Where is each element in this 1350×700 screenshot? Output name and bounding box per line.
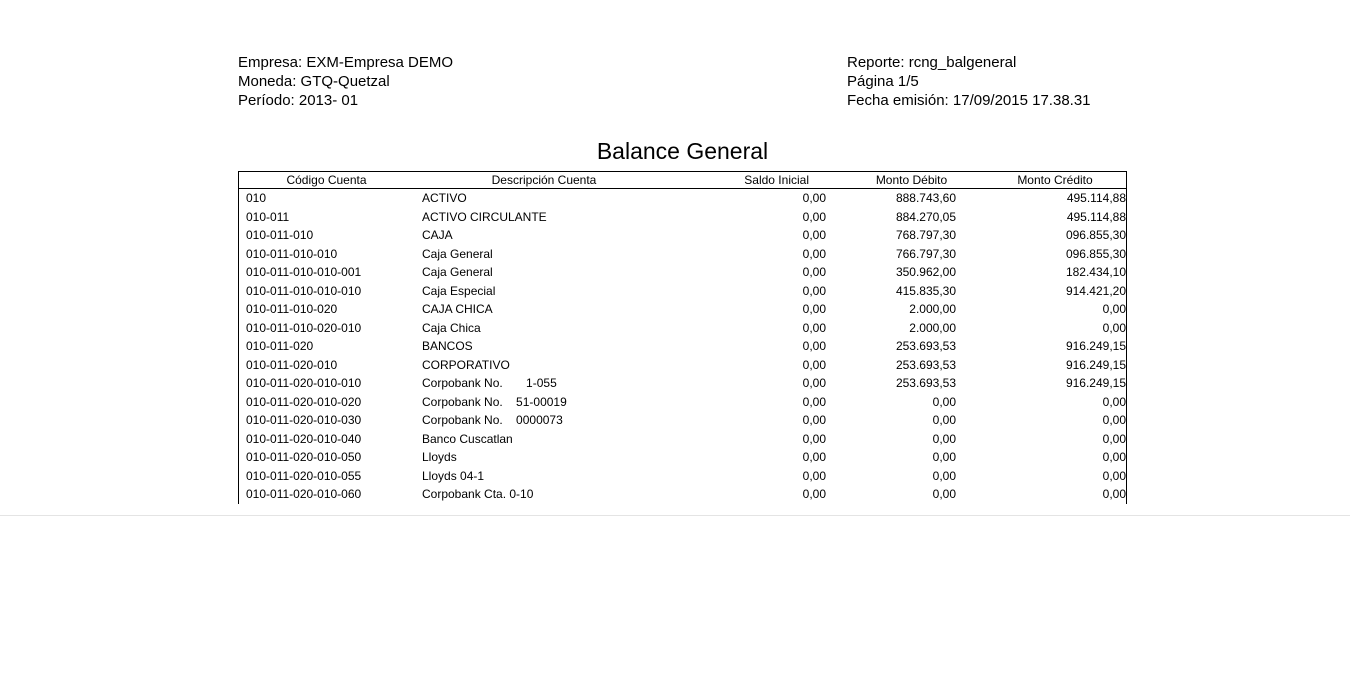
debit-cell: 0,00 — [932, 431, 956, 446]
table-row — [239, 411, 1126, 430]
credit-cell: 0,00 — [1102, 487, 1126, 501]
debit-cell: 768.797,30 — [895, 228, 956, 242]
account-description-cell: Lloyds — [422, 450, 457, 464]
account-description-cell: Caja Especial — [422, 283, 496, 298]
account-code-cell: 010-011-020 — [246, 339, 314, 353]
table-row — [239, 337, 1126, 356]
table-row — [239, 300, 1126, 319]
debit-cell: 253.693,53 — [895, 376, 956, 390]
account-description-cell: Corpobank No. 0000073 — [422, 413, 563, 427]
account-code-cell: 010-011-020-010-055 — [246, 468, 362, 483]
debit-cell: 884.270,05 — [895, 209, 956, 224]
table-row — [239, 356, 1126, 375]
table-row — [239, 430, 1126, 449]
account-code-cell: 010-011-010-010 — [246, 246, 338, 261]
account-code-cell: 010-011-010-010-001 — [246, 265, 362, 279]
account-description-cell: Corpobank No. 51-00019 — [422, 394, 567, 409]
table-row — [239, 485, 1126, 504]
account-code-cell: 010 — [246, 191, 267, 205]
account-code-cell: 010-011-020-010-050 — [246, 450, 362, 464]
credit-cell: 495.114,88 — [1066, 191, 1126, 205]
debit-cell: 888.743,60 — [895, 191, 956, 205]
report-header-left — [238, 53, 453, 110]
currency-label: Moneda: GTQ-Quetzal — [238, 73, 390, 90]
company-label: Empresa: EXM-Empresa DEMO — [238, 54, 454, 71]
initial-balance-cell: 0,00 — [802, 283, 826, 298]
initial-balance-cell: 0,00 — [802, 302, 826, 316]
account-code-cell: 010-011-020-010 — [246, 357, 338, 372]
initial-balance-cell: 0,00 — [802, 468, 826, 483]
account-code-cell: 010-011-010-020-010 — [246, 320, 362, 335]
account-description-cell: BANCOS — [422, 339, 473, 353]
table-row — [239, 245, 1126, 264]
initial-balance-cell: 0,00 — [802, 357, 826, 372]
table-row — [239, 393, 1126, 412]
report-title: Balance General — [596, 138, 769, 164]
debit-cell: 415.835,30 — [895, 283, 956, 298]
column-header-initial-balance: Saldo Inicial — [744, 173, 809, 187]
debit-cell: 2.000,00 — [909, 320, 956, 335]
debit-cell: 253.693,53 — [895, 339, 956, 353]
account-code-cell: 010-011-020-010-060 — [246, 487, 362, 501]
account-description-cell: Banco Cuscatlan — [422, 431, 513, 446]
credit-cell: 0,00 — [1102, 302, 1126, 316]
balance-table — [238, 171, 1127, 504]
initial-balance-cell: 0,00 — [802, 376, 826, 390]
credit-cell: 916.249,15 — [1065, 357, 1126, 372]
debit-cell: 0,00 — [932, 394, 956, 409]
credit-cell: 096.855,30 — [1065, 228, 1126, 242]
credit-cell: 495.114,88 — [1066, 209, 1126, 224]
account-description-cell: CAJA — [422, 228, 453, 242]
initial-balance-cell: 0,00 — [802, 450, 826, 464]
initial-balance-cell: 0,00 — [802, 320, 826, 335]
period-label: Período: 2013- 01 — [238, 92, 359, 109]
debit-cell: 0,00 — [932, 468, 956, 483]
account-code-cell: 010-011-010 — [246, 228, 314, 242]
credit-cell: 182.434,10 — [1065, 265, 1126, 279]
account-code-cell: 010-011-020-010-040 — [246, 431, 362, 446]
credit-cell: 914.421,20 — [1065, 283, 1126, 298]
initial-balance-cell: 0,00 — [802, 487, 826, 501]
column-header-account-description: Descripción Cuenta — [491, 173, 597, 187]
credit-cell: 096.855,30 — [1065, 246, 1126, 261]
account-code-cell: 010-011-020-010-010 — [246, 376, 362, 390]
table-row — [239, 189, 1126, 208]
table-header — [239, 172, 1126, 189]
account-code-cell: 010-011-010-010-010 — [246, 283, 362, 298]
report-id-label: Reporte: rcng_balgeneral — [847, 54, 1017, 71]
column-header-debit: Monto Débito — [875, 173, 948, 187]
account-description-cell: Caja Chica — [422, 320, 481, 335]
initial-balance-cell: 0,00 — [802, 228, 826, 242]
initial-balance-cell: 0,00 — [802, 265, 826, 279]
debit-cell: 766.797,30 — [895, 246, 956, 261]
issue-date-label: Fecha emisión: 17/09/2015 17.38.31 — [847, 92, 1091, 109]
debit-cell: 0,00 — [932, 487, 956, 501]
credit-cell: 916.249,15 — [1065, 376, 1126, 390]
column-header-account-code: Código Cuenta — [286, 173, 367, 187]
account-code-cell: 010-011 — [246, 209, 290, 224]
credit-cell: 0,00 — [1102, 468, 1126, 483]
table-row — [239, 467, 1126, 486]
table-row — [239, 208, 1126, 227]
table-body — [239, 189, 1126, 504]
account-description-cell: ACTIVO — [422, 191, 467, 205]
account-code-cell: 010-011-020-010-020 — [246, 394, 362, 409]
debit-cell: 0,00 — [932, 413, 956, 427]
report-header-right — [847, 53, 1091, 110]
credit-cell: 0,00 — [1102, 431, 1126, 446]
debit-cell: 0,00 — [932, 450, 956, 464]
account-description-cell: Corpobank No. 1-055 — [422, 376, 557, 390]
account-description-cell: Caja General — [422, 246, 493, 261]
page-number-label: Página 1/5 — [847, 73, 919, 90]
account-code-cell: 010-011-010-020 — [246, 302, 338, 316]
account-description-cell: CORPORATIVO — [422, 357, 510, 372]
account-description-cell: Caja General — [422, 265, 493, 279]
credit-cell: 0,00 — [1102, 413, 1126, 427]
initial-balance-cell: 0,00 — [802, 209, 826, 224]
viewer-divider — [0, 515, 1350, 516]
account-description-cell: Corpobank Cta. 0-10 — [422, 487, 534, 501]
debit-cell: 2.000,00 — [909, 302, 956, 316]
credit-cell: 0,00 — [1102, 450, 1126, 464]
table-row — [239, 226, 1126, 245]
account-description-cell: ACTIVO CIRCULANTE — [422, 209, 547, 224]
account-code-cell: 010-011-020-010-030 — [246, 413, 362, 427]
initial-balance-cell: 0,00 — [802, 431, 826, 446]
initial-balance-cell: 0,00 — [802, 191, 826, 205]
table-row — [239, 282, 1126, 301]
initial-balance-cell: 0,00 — [802, 394, 826, 409]
table-row — [239, 448, 1126, 467]
credit-cell: 0,00 — [1102, 394, 1126, 409]
table-row — [239, 374, 1126, 393]
initial-balance-cell: 0,00 — [802, 413, 826, 427]
table-row — [239, 263, 1126, 282]
account-description-cell: Lloyds 04-1 — [422, 468, 485, 483]
debit-cell: 253.693,53 — [895, 357, 956, 372]
credit-cell: 916.249,15 — [1065, 339, 1126, 353]
initial-balance-cell: 0,00 — [802, 339, 826, 353]
table-row — [239, 319, 1126, 338]
credit-cell: 0,00 — [1102, 320, 1126, 335]
account-description-cell: CAJA CHICA — [422, 302, 493, 316]
column-header-credit: Monto Crédito — [1017, 173, 1093, 187]
initial-balance-cell: 0,00 — [802, 246, 826, 261]
debit-cell: 350.962,00 — [895, 265, 956, 279]
